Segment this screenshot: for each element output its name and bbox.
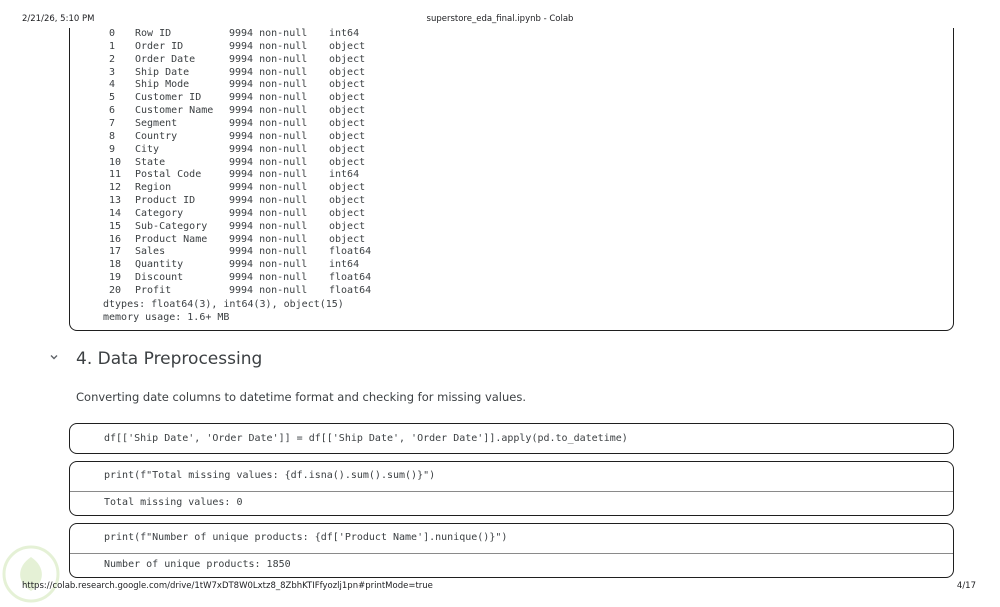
info-row-count: 9994 non-null [229, 92, 308, 104]
info-row-index: 8 [109, 130, 116, 142]
print-datetime: 2/21/26, 5:10 PM [22, 14, 95, 24]
info-row-index: 16 [109, 233, 122, 245]
info-row [103, 233, 503, 246]
section-title: 4. Data Preprocessing [76, 349, 263, 369]
info-row-count: 9994 non-null [229, 143, 308, 155]
code-cell-missing-values[interactable] [69, 461, 954, 516]
info-row-index: 14 [109, 207, 122, 219]
info-row-dtype: float64 [329, 272, 372, 284]
info-row-index: 4 [109, 79, 116, 91]
info-row-dtype: object [329, 40, 366, 52]
section-description: Converting date columns to datetime format and checking for missing values. [76, 390, 527, 404]
info-row-column: Sales [135, 246, 166, 258]
info-row [103, 220, 503, 233]
info-row-index: 2 [109, 53, 116, 65]
info-row-count: 9994 non-null [229, 182, 308, 194]
info-row-count: 9994 non-null [229, 117, 308, 129]
print-page-number: 4/17 [956, 581, 976, 591]
info-row-index: 0 [109, 28, 116, 39]
info-row-count: 9994 non-null [229, 207, 308, 219]
info-row-column: Segment [135, 117, 178, 129]
code-line[interactable]: print(f"Number of unique products: {df['Product Name'].nunique()}") [104, 532, 508, 543]
info-row-dtype: float64 [329, 246, 372, 258]
info-row [103, 181, 503, 194]
info-row-count: 9994 non-null [229, 246, 308, 258]
info-row-index: 3 [109, 66, 116, 78]
info-row [103, 117, 503, 130]
info-row-dtype: object [329, 66, 366, 78]
info-row [103, 78, 503, 91]
info-row-dtype: float64 [329, 285, 372, 296]
info-row [103, 156, 503, 169]
info-row-column: Order ID [135, 40, 184, 52]
info-row-count: 9994 non-null [229, 285, 308, 296]
info-row-column: Quantity [135, 259, 184, 271]
info-row [103, 284, 503, 297]
info-row [103, 104, 503, 117]
info-row-dtype: object [329, 105, 366, 117]
info-row-column: Sub-Category [135, 220, 208, 232]
info-row-column: Customer ID [135, 92, 202, 104]
info-row [103, 271, 503, 284]
info-row-dtype: object [329, 156, 366, 168]
info-row-count: 9994 non-null [229, 220, 308, 232]
info-row-index: 5 [109, 92, 116, 104]
info-row-count: 9994 non-null [229, 28, 308, 39]
info-row [103, 130, 503, 143]
info-row-index: 12 [109, 182, 122, 194]
info-row-column: State [135, 156, 166, 168]
info-row-count: 9994 non-null [229, 130, 308, 142]
leaf-watermark-icon [2, 545, 60, 603]
print-page-title: superstore_eda_final.ipynb - Colab [426, 14, 574, 24]
info-row-index: 9 [109, 143, 116, 155]
info-row [103, 91, 503, 104]
info-row-dtype: object [329, 79, 366, 91]
info-row-count: 9994 non-null [229, 259, 308, 271]
info-row [103, 143, 503, 156]
info-row-column: Product Name [135, 233, 208, 245]
info-row-count: 9994 non-null [229, 272, 308, 284]
code-cell-datetime[interactable] [69, 423, 954, 454]
cell-output-divider [70, 553, 953, 554]
cell-output-divider [70, 491, 953, 492]
info-row [103, 168, 503, 181]
info-row-dtype: object [329, 182, 366, 194]
info-row-index: 13 [109, 195, 122, 207]
info-row-index: 15 [109, 220, 122, 232]
info-row-column: Order Date [135, 53, 196, 65]
info-row-index: 6 [109, 105, 116, 117]
info-row-count: 9994 non-null [229, 66, 308, 78]
info-row-column: Profit [135, 285, 172, 296]
info-row [103, 40, 503, 53]
info-row-dtype: object [329, 92, 366, 104]
print-url: https://colab.research.google.com/drive/1tW7xDT8W0Lxtz8_8ZbhKTIFfyozlj1pn#printMode=true [22, 581, 433, 591]
code-line[interactable]: print(f"Total missing values: {df.isna().sum().sum()}") [104, 470, 436, 481]
info-row-dtype: object [329, 220, 366, 232]
info-row-index: 10 [109, 156, 122, 168]
info-memory-line: memory usage: 1.6+ MB [103, 312, 230, 323]
info-row-count: 9994 non-null [229, 79, 308, 91]
chevron-down-icon[interactable] [47, 352, 61, 366]
info-row-column: Ship Date [135, 66, 190, 78]
info-row-count: 9994 non-null [229, 195, 308, 207]
info-row-column: Row ID [135, 28, 172, 39]
info-row-count: 9994 non-null [229, 40, 308, 52]
info-row-count: 9994 non-null [229, 156, 308, 168]
info-row-column: Country [135, 130, 178, 142]
info-row-column: Discount [135, 272, 184, 284]
code-cell-unique-products[interactable] [69, 523, 954, 578]
info-row-index: 7 [109, 117, 116, 129]
info-row-dtype: int64 [329, 28, 360, 39]
info-row-index: 18 [109, 259, 122, 271]
info-row-index: 20 [109, 285, 122, 296]
info-dtypes-line: dtypes: float64(3), int64(3), object(15) [103, 299, 344, 310]
info-row-dtype: object [329, 207, 366, 219]
info-row [103, 66, 503, 79]
info-row-dtype: object [329, 130, 366, 142]
code-line[interactable]: df[['Ship Date', 'Order Date']] = df[['Ship Date', 'Order Date']].apply(pd.to_datetime) [104, 433, 628, 444]
info-row-index: 17 [109, 246, 122, 258]
cell-output: Total missing values: 0 [104, 497, 243, 508]
info-row-count: 9994 non-null [229, 169, 308, 181]
info-row-index: 19 [109, 272, 122, 284]
info-row [103, 53, 503, 66]
info-row-column: Category [135, 207, 184, 219]
info-row-index: 1 [109, 40, 116, 52]
info-row-dtype: object [329, 195, 366, 207]
info-row-dtype: int64 [329, 259, 360, 271]
info-row-column: Ship Mode [135, 79, 190, 91]
info-row-dtype: object [329, 53, 366, 65]
info-row-count: 9994 non-null [229, 233, 308, 245]
info-row [103, 245, 503, 258]
info-row-column: Region [135, 182, 172, 194]
info-row [103, 194, 503, 207]
info-row-count: 9994 non-null [229, 53, 308, 65]
info-row-count: 9994 non-null [229, 105, 308, 117]
info-row-dtype: object [329, 143, 366, 155]
info-row-dtype: object [329, 117, 366, 129]
info-row-column: City [135, 143, 160, 155]
info-row [103, 207, 503, 220]
info-row-dtype: int64 [329, 169, 360, 181]
info-row-column: Postal Code [135, 169, 202, 181]
info-row-index: 11 [109, 169, 122, 181]
cell-output: Number of unique products: 1850 [104, 559, 291, 570]
info-row [103, 258, 503, 271]
info-row-dtype: object [329, 233, 366, 245]
info-row-column: Customer Name [135, 105, 214, 117]
info-row-column: Product ID [135, 195, 196, 207]
info-row [103, 27, 503, 40]
